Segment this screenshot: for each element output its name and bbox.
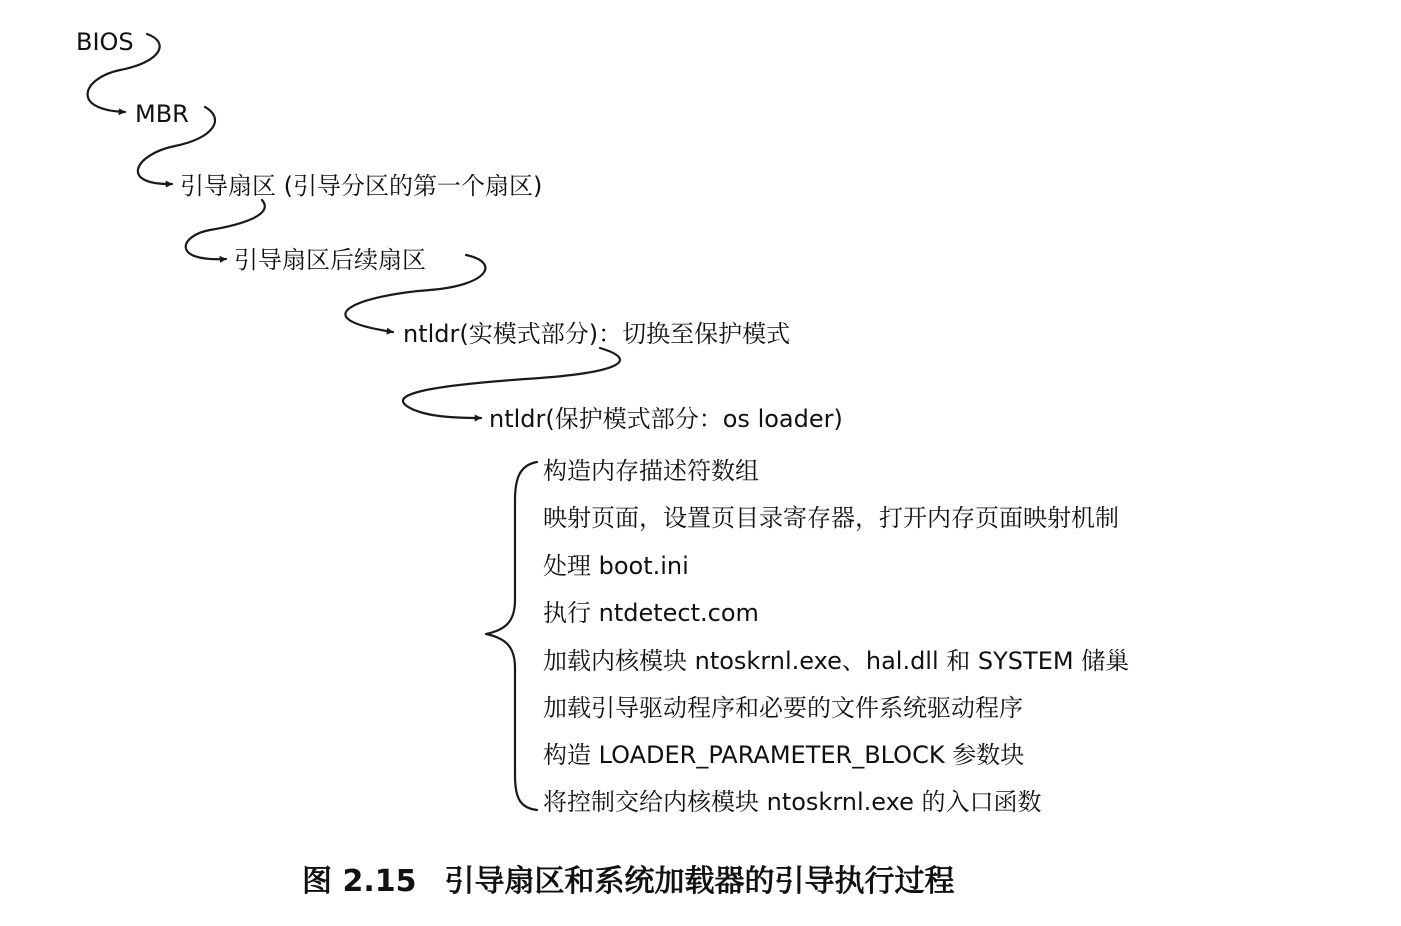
step-7: 构造 LOADER_PARAMETER_BLOCK 参数块: [543, 741, 1025, 769]
node-boot-sector-following: 引导扇区后续扇区: [234, 246, 426, 274]
node-mbr: MBR: [135, 100, 189, 128]
step-8: 将控制交给内核模块 ntoskrnl.exe 的入口函数: [543, 788, 1042, 816]
step-6: 加载引导驱动程序和必要的文件系统驱动程序: [543, 694, 1023, 722]
step-1: 构造内存描述符数组: [543, 457, 759, 485]
figure-caption: [302, 856, 954, 900]
node-ntldr-protected-mode: ntldr(保护模式部分：os loader): [489, 405, 843, 433]
node-boot-sector: 引导扇区 (引导分区的第一个扇区): [180, 172, 543, 200]
figure-title: 引导扇区和系统加载器的引导执行过程: [444, 864, 955, 899]
step-3: 处理 boot.ini: [543, 552, 689, 580]
node-bios: BIOS: [76, 28, 134, 56]
step-2: 映射页面，设置页目录寄存器，打开内存页面映射机制: [543, 504, 1119, 532]
steps-brace: [486, 462, 537, 810]
figure-number: 图 2.15: [302, 864, 417, 899]
step-4: 执行 ntdetect.com: [543, 599, 759, 627]
step-5: 加载内核模块 ntoskrnl.exe、hal.dll 和 SYSTEM 储巢: [543, 647, 1130, 675]
node-ntldr-real-mode: ntldr(实模式部分)：切换至保护模式: [403, 320, 791, 348]
